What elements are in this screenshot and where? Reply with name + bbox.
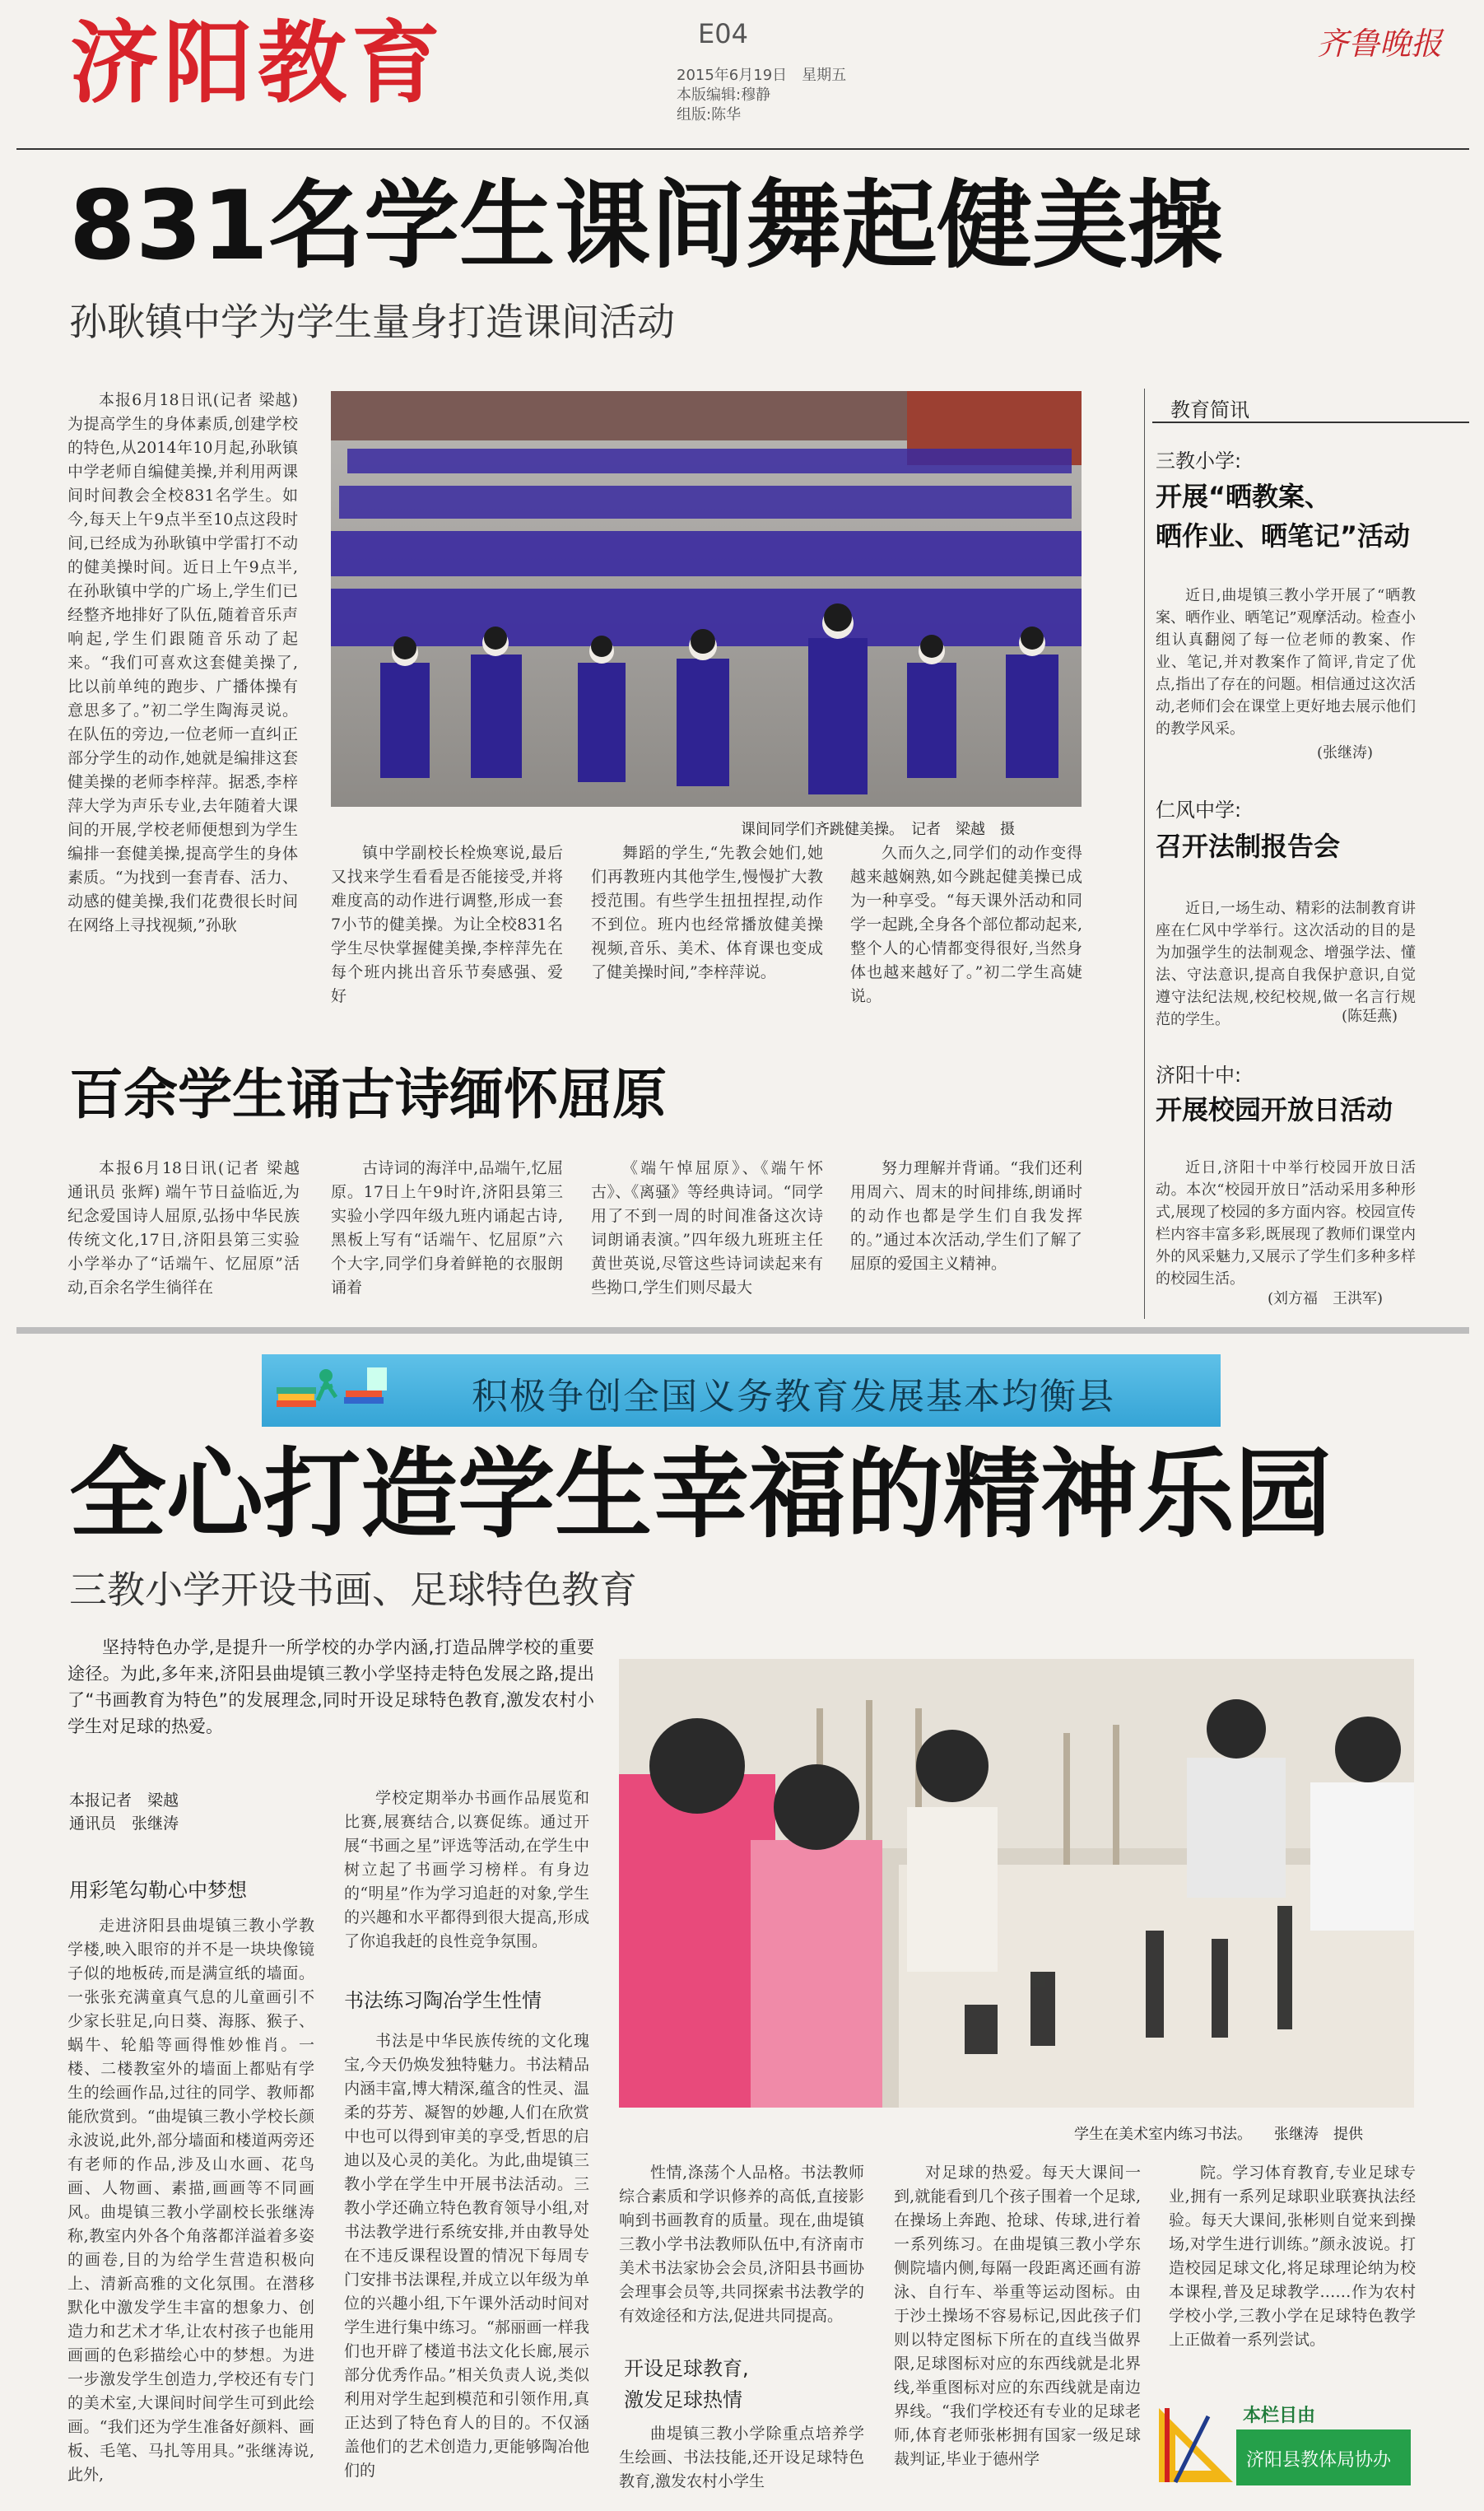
campaign-banner	[262, 1354, 1221, 1427]
section-subhead: 书法练习陶冶学生性情	[344, 1989, 542, 2012]
brief-byline: (张继涛)	[1317, 744, 1374, 762]
co-organizer-badge	[1151, 2400, 1414, 2490]
masthead-rule	[16, 148, 1469, 150]
subheadline-aerobics: 孙耿镇中学为学生量身打造课间活动	[69, 300, 675, 344]
badge-line1: 本栏目由	[1243, 2406, 1316, 2426]
brief-title: 晒作业、晒笔记”活动	[1156, 520, 1411, 552]
section-subhead: 激发足球热情	[624, 2388, 742, 2411]
article-column: 本报6月18日讯(记者 梁越) 为提高学生的身体素质,创建学校的特色,从2014年10月起,孙耿镇中学老师自编健美操,并利用两课间时间教会全校831名学生。如今,每天上午9点半至10点这段时间,已经成为孙耿镇中学雷打不动的健美操时间。近日上午9点半,在孙耿镇中学的广场上,学生们已经整齐地排好了队伍,随着音乐声响起,学生们跟随音乐动了起来。“我们可喜欢这套健美操了,比以前单纯的跑步、广播体操有意思多了。”初二学生陶海灵说。在队伍的旁边,一位老师一直纠正部分学生的动作,她就是编排这套健美操的老师李梓萍。据悉,李梓萍大学为声乐专业,去年随着大课间的开展,学校老师便想到为学生编排一套健美操,提高学生的身体素质。“为找到一套青春、活力、动感的健美操,我们花费很长时间在网络上寻找视频,”孙耿	[67, 391, 298, 934]
article-column: 学校定期举办书画作品展览和比赛,展赛结合,以赛促练。通过开展“书画之星”评选等活动,在学生中树立起了书画学习榜样。有身边的“明星”作为学习追赶的对象,学生的兴趣和水平都得到很大提高,形成了你追我赶的良性竞争氛围。	[344, 1789, 589, 1950]
brief-byline: (刘方福 王洪军)	[1268, 1290, 1384, 1307]
banner-text: 积极争创全国义务教育发展基本均衡县	[472, 1376, 1115, 1418]
section-divider	[16, 1327, 1469, 1334]
headline-aerobics: 831名学生课间舞起健美操	[69, 170, 1224, 282]
brief-title: 开展校园开放日活动	[1156, 1094, 1393, 1125]
photo-caption: 学生在美术室内练习书法。 张继涛 提供	[1074, 2126, 1363, 2143]
byline: 通讯员 张继涛	[69, 1815, 179, 1833]
article-column: 古诗词的海洋中,品端午,忆屈原。17日上午9时许,济阳县第三实验小学四年级九班内诵起古诗,黑板上写有“话端午、忆屈原”六个大字,同学们身着鲜艳的衣服朗诵着	[331, 1159, 563, 1297]
brief-body: 近日,一场生动、精彩的法制教育讲座在仁风中学举行。这次活动的目的是为加强学生的法制观念、增强学法、懂法、守法意识,提高自我保护意识,自觉遵守法纪法规,校纪校规,做一名言行规范的学生。	[1156, 900, 1416, 1028]
article-lead: 坚持特色办学,是提升一所学校的办学内涵,打造品牌学校的重要途径。为此,多年来,济阳县曲堤镇三教小学坚持走特色发展之路,提出了“书画教育为特色”的发展理念,同时开设足球特色教育,激发农村小学生对足球的热爱。	[67, 1638, 594, 1736]
ruler-icon	[1151, 2400, 1241, 2490]
article-column: 本报6月18日讯(记者 梁越 通讯员 张辉) 端午节日益临近,为纪念爱国诗人屈原,弘扬中华民族传统文化,17日,济阳县第三实验小学举办了“话端午、忆屈原”活动,百余名学生徜徉在	[67, 1159, 300, 1297]
brief-body: 近日,曲堤镇三教小学开展了“晒教案、晒作业、晒笔记”观摩活动。检查小组认真翻阅了每一位老师的教案、作业、笔记,并对教案作了简评,肯定了优点,指出了存在的问题。相信通过这次活动,老师们会在课堂上更好地去展示他们的教学风采。	[1156, 587, 1416, 738]
brief-title: 召开法制报告会	[1156, 831, 1341, 862]
article-column: 书法是中华民族传统的文化瑰宝,今天仍焕发独特魅力。书法精品内涵丰富,博大精深,蕴含的性灵、温柔的芬芳、凝智的妙趣,人们在欣赏中也可以得到审美的享受,哲思的启迪以及心灵的美化。为此,曲堤镇三教小学在学生中开展书法活动。三教小学还确立特色教育领导小组,对书法教学进行系统安排,并由教导处在不违反课程设置的情况下每周专门安排书法课程,并成立以年级为单位的兴趣小组,下午课外活动时间对学生进行集中练习。“郝丽画一样我们也开辟了楼道书法文化长廊,展示部分优秀作品。”相关负责人说,类似利用对学生起到模范和引领作用,真正达到了特色育人的目的。不仅涵盖他们的艺术创造力,更能够陶冶他们的	[344, 2032, 589, 2480]
section-subhead: 用彩笔勾勒心中梦想	[69, 1879, 247, 1902]
article-column: 努力理解并背诵。“我们还利用周六、周末的时间排练,朗诵时的动作也都是学生们自我发挥的。”通过本次活动,学生们了解了屈原的爱国主义精神。	[850, 1159, 1082, 1273]
brief-body: 近日,济阳十中举行校园开放日活动。本次“校园开放日”活动采用多种形式,展现了校园的多方面内容。校园宣传栏内容丰富多彩,既展现了教师们课堂内外的风采魅力,又展示了学生们多种多样的校园生活。	[1156, 1159, 1416, 1288]
photo-caption: 课间同学们齐跳健美操。 记者 梁越 摄	[741, 821, 1015, 838]
headline-happy-garden: 全心打造学生幸福的精神乐园	[69, 1437, 1333, 1551]
article-column: 曲堤镇三教小学除重点培养学生绘画、书法技能,还开设足球特色教育,激发农村小学生	[619, 2425, 864, 2490]
article-column: 院。学习体育教育,专业足球专业,拥有一系列足球职业联赛执法经验。每天大课间,张彬则自觉来到操场,对学生进行训练。”颜永波说。打造校园足球文化,将足球理论纳为校本课程,普及足球教学……作为农村学校小学,三教小学在足球特色教学上正做着一系列尝试。	[1169, 2164, 1416, 2349]
headline-poetry: 百余学生诵古诗缅怀屈原	[69, 1063, 667, 1126]
issue-date: 2015年6月19日 星期五	[677, 67, 847, 84]
article-column: 《端午悼屈原》、《端午怀古》、《离骚》等经典诗词。“同学用了不到一周的时间准备这次诗词朗诵表演。”四年级九班班主任黄世英说,尽管这些诗词读起来有些拗口,学生们则尽最大	[591, 1159, 823, 1297]
editor-credit: 本版编辑:穆静	[677, 86, 771, 104]
aerobics-photo	[331, 391, 1082, 807]
brief-school: 仁风中学:	[1156, 799, 1242, 822]
brief-school: 三教小学:	[1156, 450, 1242, 473]
layout-credit: 组版:陈华	[677, 106, 742, 123]
article-column: 久而久之,同学们的动作变得越来越娴熟,如今跳起健美操已成为一种享受。“每天课外活动和同学一起跳,全身各个部位都动起来,整个人的心情都变得很好,当然身体也越来越好了。”初二学生高婕说。	[850, 844, 1082, 1005]
article-column: 镇中学副校长栓焕寒说,最后又找来学生看看是否能接受,并将难度高的动作进行调整,形成一套7小节的健美操。为让全校831名学生尽快掌握健美操,李梓萍先在每个班内挑出音乐节奏感强、爱好	[331, 844, 563, 1005]
books-icon	[268, 1359, 392, 1423]
sidebar-header-rule	[1152, 422, 1469, 423]
brief-byline: (陈廷燕)	[1342, 1008, 1398, 1025]
subheadline-happy-garden: 三教小学开设书画、足球特色教育	[69, 1568, 637, 1612]
sidebar-header: 教育简讯	[1170, 398, 1249, 422]
badge-line2: 济阳县教体局协办	[1246, 2450, 1392, 2471]
byline: 本报记者 梁越	[69, 1791, 179, 1810]
article-column: 性情,涤荡个人品格。书法教师综合素质和学识修养的高低,直接影响到书画教育的质量。现在,曲堤镇三教小学书法教师队伍中,有济南市美术书法家协会会员,济阳县书画协会理事会员等,共同探索书法教学的有效途径和方法,促进共同提高。	[619, 2164, 864, 2325]
sidebar-rule	[1144, 389, 1145, 1319]
brief-school: 济阳十中:	[1156, 1064, 1242, 1087]
brief-title: 开展“晒教案、	[1156, 481, 1332, 512]
article-column: 走进济阳县曲堤镇三教小学教学楼,映入眼帘的并不是一块块像镜子似的地板砖,而是满宣纸的墙面。一张张充满童真气息的儿童画引不少家长驻足,向日葵、海豚、猴子、蜗牛、轮船等画得惟妙惟肖。一楼、二楼教室外的墙面上都贴有学生的绘画作品,过往的同学、教师都能欣赏到。“曲堤镇三教小学校长颜永波说,此外,部分墙面和楼道两旁还有老师的作品,涉及山水画、花鸟画、人物画、素描,画画等不同画风。曲堤镇三教小学副校长张继涛称,教室内外各个角落都洋溢着多姿的画卷,目的为给学生营造积极向上、清新高雅的文化氛围。在潜移默化中激发学生丰富的想象力、创造力和艺术才华,让农村孩子也能用画画的色彩描绘心中的梦想。为进一步激发学生创造力,学校还有专门的美术室,大课间时间学生可到此绘画。“我们还为学生准备好颜料、画板、毛笔、马扎等用具。”张继涛说,此外,	[67, 1917, 314, 2484]
section-title: 济阳教育	[70, 12, 446, 115]
article-column: 舞蹈的学生,“先教会她们,她们再教班内其他学生,慢慢扩大教授范围。有些学生扭扭捏捏,动作不到位。班内也经常播放健美操视频,音乐、美术、体育课也变成了健美操时间,”李梓萍说。	[591, 844, 823, 981]
newspaper-logo: 齐鲁晚报	[1317, 26, 1443, 62]
article-column: 对足球的热爱。每天大课间一到,就能看到几个孩子围着一个足球,在操场上奔跑、抢球、传球,进行着一系列练习。在曲堤镇三教小学东侧院墙内侧,每隔一段距离还画有游泳、自行车、举重等运动图标。由于沙土操场不容易标记,因此孩子们则以特定图标下所在的直线当做界限,足球图标对应的东西线就是北界线,举重图标对应的东西线就是南边界线。“我们学校还有专业的足球老师,体育老师张彬拥有国家一级足球裁判证,毕业于德州学	[894, 2164, 1141, 2468]
page-number: E04	[698, 18, 748, 49]
section-subhead: 开设足球教育,	[624, 2357, 749, 2380]
calligraphy-photo	[619, 1659, 1414, 2108]
